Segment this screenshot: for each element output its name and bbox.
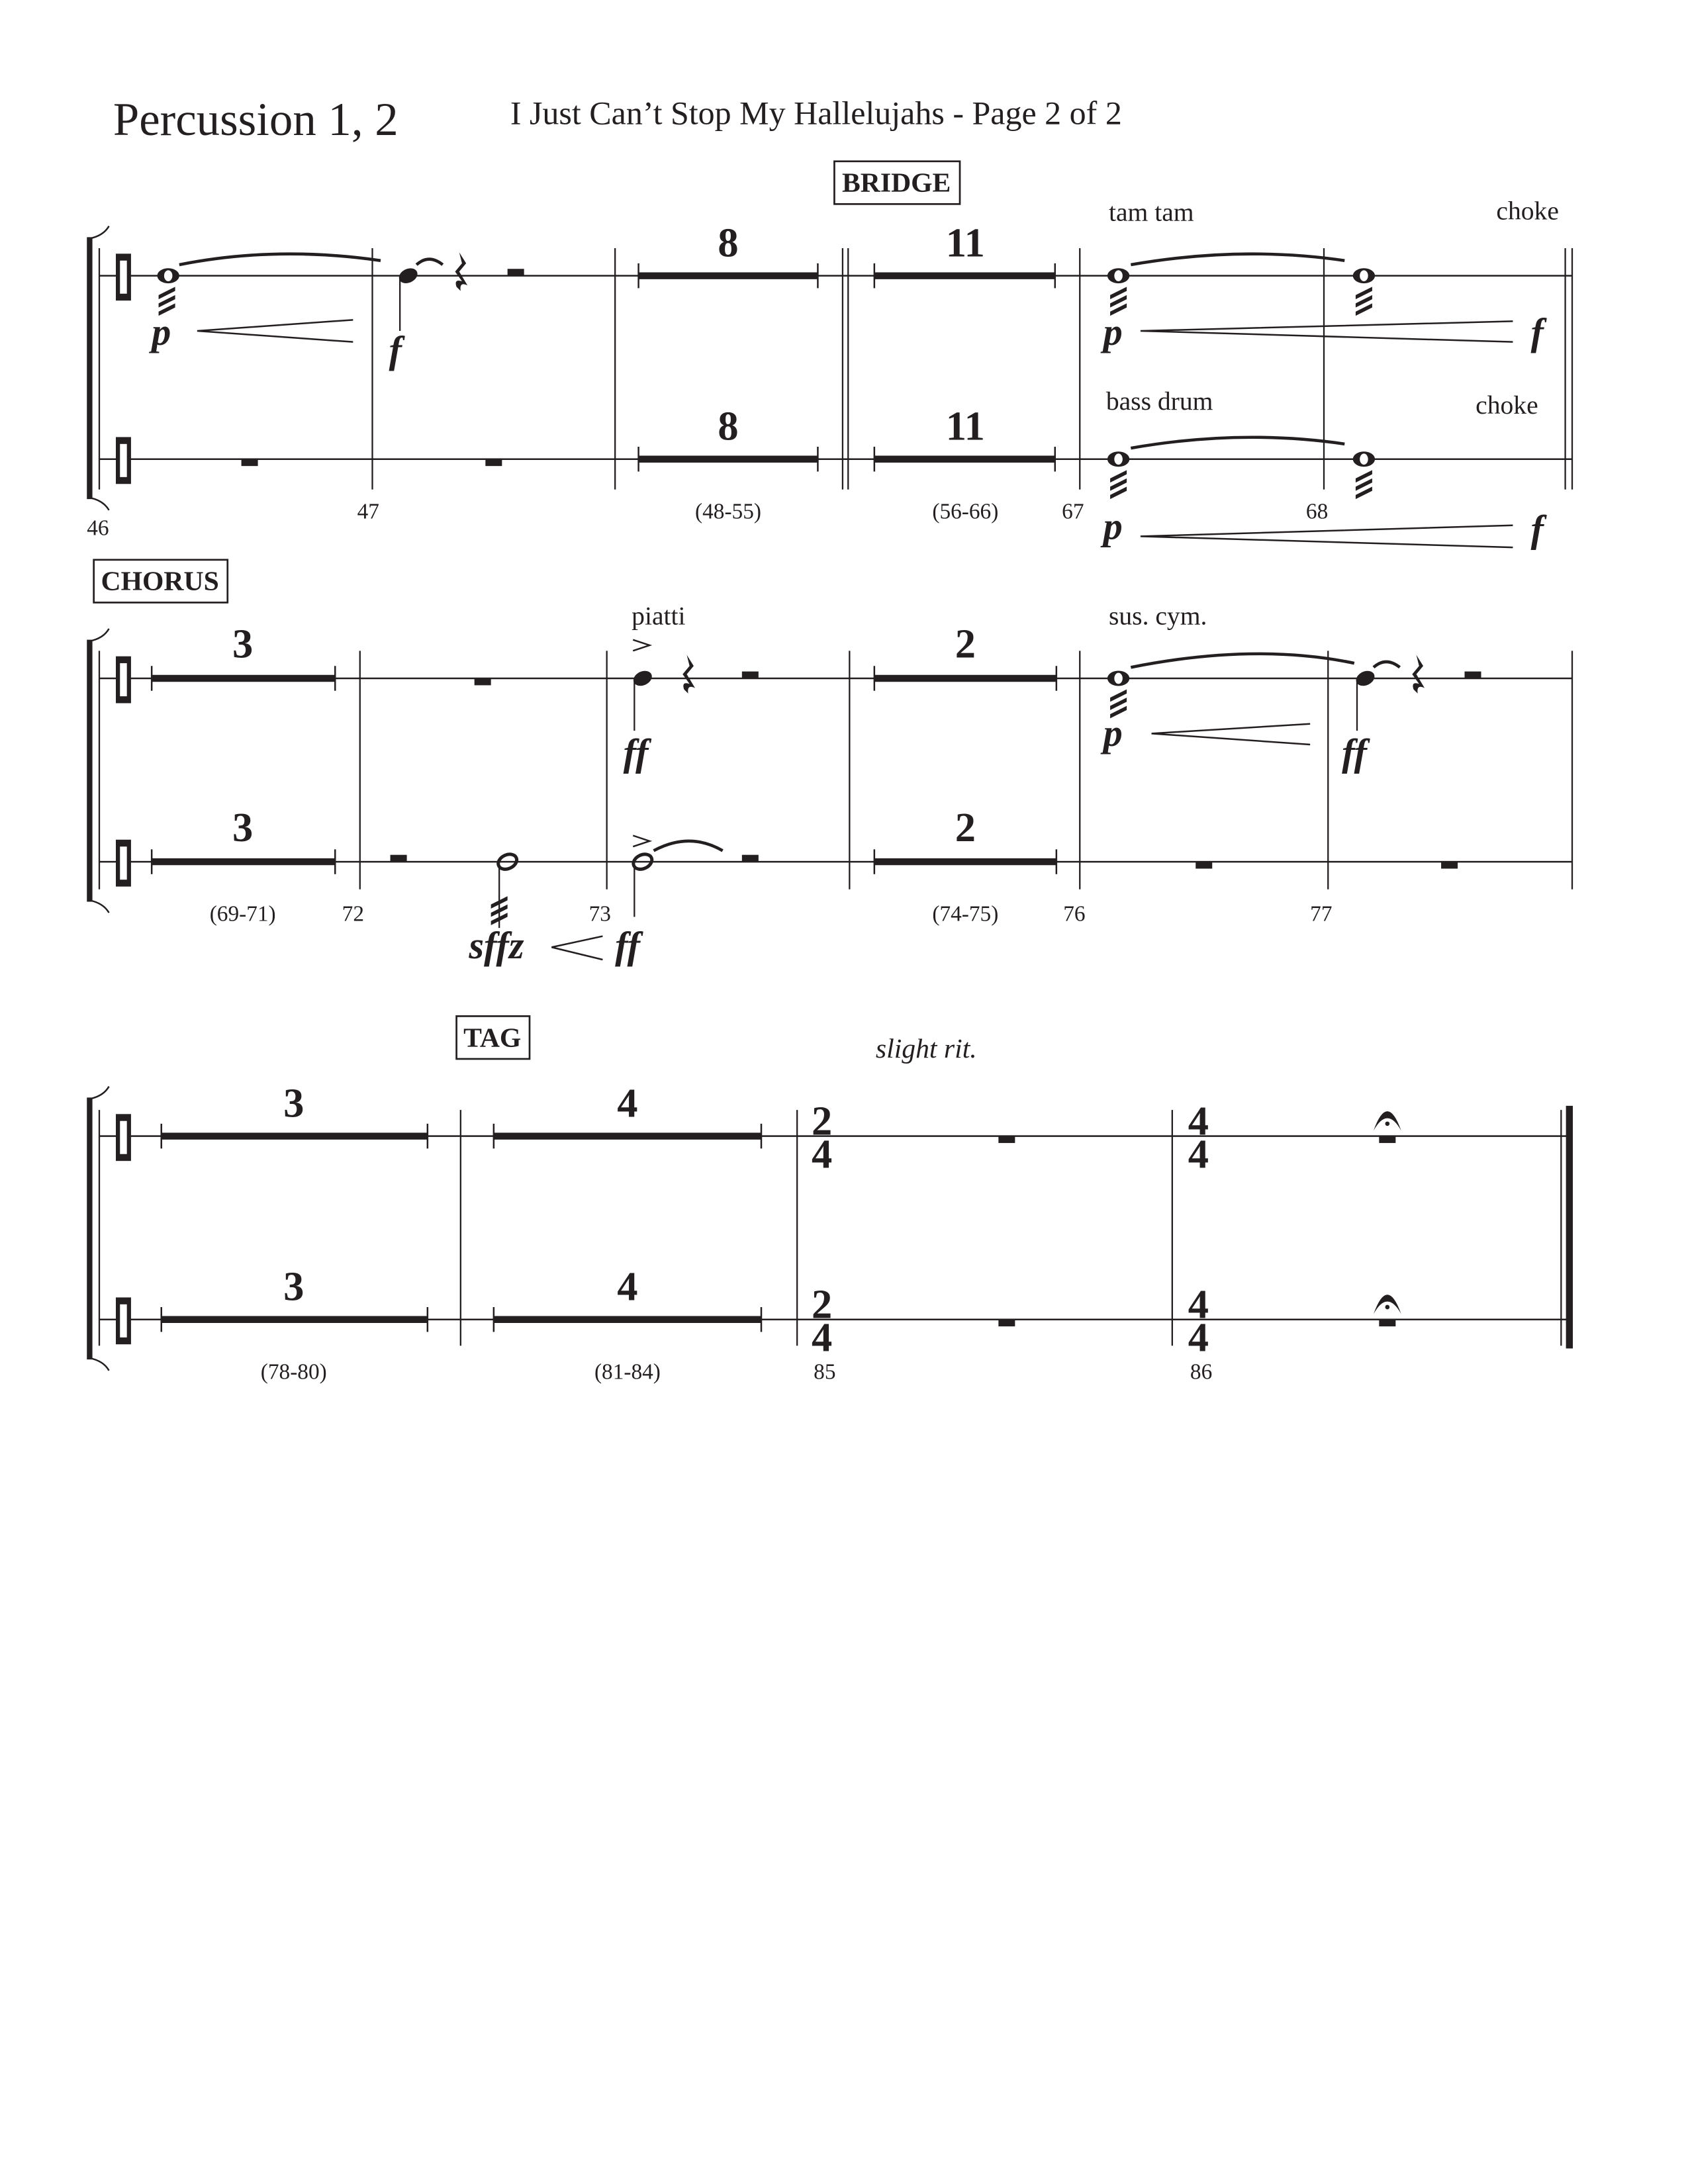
multi-measure-rest — [639, 263, 1055, 472]
multirest-count: 8 — [718, 219, 739, 266]
dynamic-f: f — [389, 328, 402, 371]
multirest-count: 8 — [718, 402, 739, 449]
rehearsal-tag: TAG — [463, 1023, 522, 1054]
measure-number: 67 — [1062, 499, 1084, 524]
whole-rest-icon — [1441, 862, 1458, 868]
instrument-label-choke: choke — [1496, 196, 1559, 226]
time-signature-numerator: 4 — [1188, 1281, 1209, 1328]
laissez-vibrer-tie — [1374, 662, 1400, 667]
time-signature-denominator: 4 — [812, 1314, 833, 1361]
measure-number: 86 — [1190, 1359, 1213, 1385]
time-signature-denominator: 4 — [1188, 1130, 1209, 1177]
song-title: I Just Can’t Stop My Hallelujahs - Page 2 of 2 — [510, 94, 1122, 132]
measure-number: 47 — [357, 499, 379, 524]
whole-rest-icon — [998, 1320, 1015, 1326]
dynamic-p: p — [1103, 504, 1123, 548]
percussion-clef-icon — [116, 253, 131, 484]
half-rest-icon — [391, 855, 407, 862]
measure-range: (81-84) — [594, 1359, 661, 1385]
dynamic-p: p — [1103, 711, 1123, 755]
tempo-marking: slight rit. — [875, 1033, 977, 1064]
dynamic-ff: ff — [615, 923, 640, 967]
system-bracket — [87, 1097, 92, 1359]
tam-tam-notes — [1107, 254, 1513, 342]
instrument-label-choke: choke — [1476, 390, 1538, 420]
multi-measure-rest — [152, 666, 1056, 874]
system-3 — [87, 1016, 1570, 1384]
measure-number: 73 — [588, 901, 611, 927]
dynamic-f: f — [1530, 507, 1544, 551]
whole-rest-icon — [475, 678, 491, 685]
multirest-count: 2 — [955, 620, 976, 667]
multirest-count: 11 — [945, 219, 985, 266]
dynamic-ff: ff — [623, 731, 649, 774]
whole-rest-icon — [242, 459, 258, 466]
rehearsal-bridge: BRIDGE — [841, 167, 951, 199]
system-bracket — [87, 237, 92, 499]
crescendo-hairpin — [1152, 724, 1311, 745]
measure-range: (56-66) — [932, 499, 999, 524]
half-rest-icon — [742, 672, 759, 678]
quarter-rest-icon — [1412, 655, 1425, 694]
dynamic-p: p — [1103, 310, 1123, 353]
instrument-label-piatti: piatti — [632, 601, 686, 631]
dynamic-sffz: sffz — [469, 923, 524, 967]
instrument-label-bass-drum: bass drum — [1105, 386, 1213, 416]
time-signature-denominator: 4 — [812, 1130, 833, 1177]
measure-number: 68 — [1305, 499, 1329, 524]
measure-range: (48-55) — [695, 499, 761, 524]
whole-rest-icon — [485, 459, 502, 466]
dynamic-ff: ff — [1342, 731, 1367, 774]
half-note-tremolo — [491, 851, 520, 928]
measure-range: (69-71) — [209, 901, 276, 927]
bass-drum-notes — [1107, 437, 1513, 547]
time-signature-numerator: 2 — [812, 1097, 833, 1144]
time-signature-numerator: 2 — [812, 1281, 833, 1328]
system-bracket — [87, 640, 92, 902]
dynamic-p: p — [152, 310, 171, 353]
multirest-count: 3 — [283, 1263, 305, 1310]
percussion-clef-icon — [116, 657, 131, 887]
crescendo-hairpin — [551, 936, 602, 960]
whole-rest-icon — [1379, 1136, 1395, 1143]
multirest-count: 4 — [617, 1079, 638, 1126]
instrument-label-sus-cym: sus. cym. — [1109, 601, 1207, 631]
multirest-count: 3 — [283, 1079, 305, 1126]
tie — [1131, 654, 1354, 667]
time-signature-denominator: 4 — [1188, 1314, 1209, 1361]
multirest-count: 3 — [232, 620, 254, 667]
half-rest-icon — [742, 855, 759, 862]
tie — [179, 254, 381, 265]
measure-number: 77 — [1310, 901, 1333, 927]
multirest-count: 4 — [617, 1263, 638, 1310]
quarter-rest-icon — [455, 252, 468, 291]
measure-number: 46 — [87, 516, 109, 541]
crescendo-hairpin — [197, 320, 353, 341]
time-signature-numerator: 4 — [1188, 1097, 1209, 1144]
percussion-clef-icon — [116, 1114, 131, 1344]
laissez-vibrer-tie — [416, 259, 443, 265]
whole-rest-icon — [998, 1136, 1015, 1143]
measure-number: 76 — [1063, 901, 1086, 927]
system-2 — [87, 560, 1572, 967]
laissez-vibrer-tie — [654, 841, 723, 851]
instrument-label-tam-tam: tam tam — [1109, 197, 1194, 227]
measure-number: 85 — [814, 1359, 836, 1385]
measure-range: (78-80) — [260, 1359, 327, 1385]
measure-number: 72 — [342, 901, 364, 927]
measure-range: (74-75) — [932, 901, 999, 927]
half-rest-icon — [1465, 672, 1481, 678]
multirest-count: 2 — [955, 803, 976, 850]
accent-icon — [633, 836, 649, 847]
quarter-rest-icon — [682, 655, 695, 694]
multirest-count: 11 — [945, 402, 985, 449]
accent-icon — [633, 640, 649, 651]
system-1 — [87, 161, 1572, 551]
dynamic-f: f — [1530, 310, 1544, 353]
rehearsal-chorus: CHORUS — [101, 566, 219, 597]
instrument-title: Percussion 1, 2 — [113, 94, 399, 146]
whole-rest-icon — [1379, 1320, 1395, 1326]
whole-rest-icon — [1196, 862, 1212, 868]
half-rest-icon — [508, 269, 524, 275]
multirest-count: 3 — [232, 803, 254, 850]
